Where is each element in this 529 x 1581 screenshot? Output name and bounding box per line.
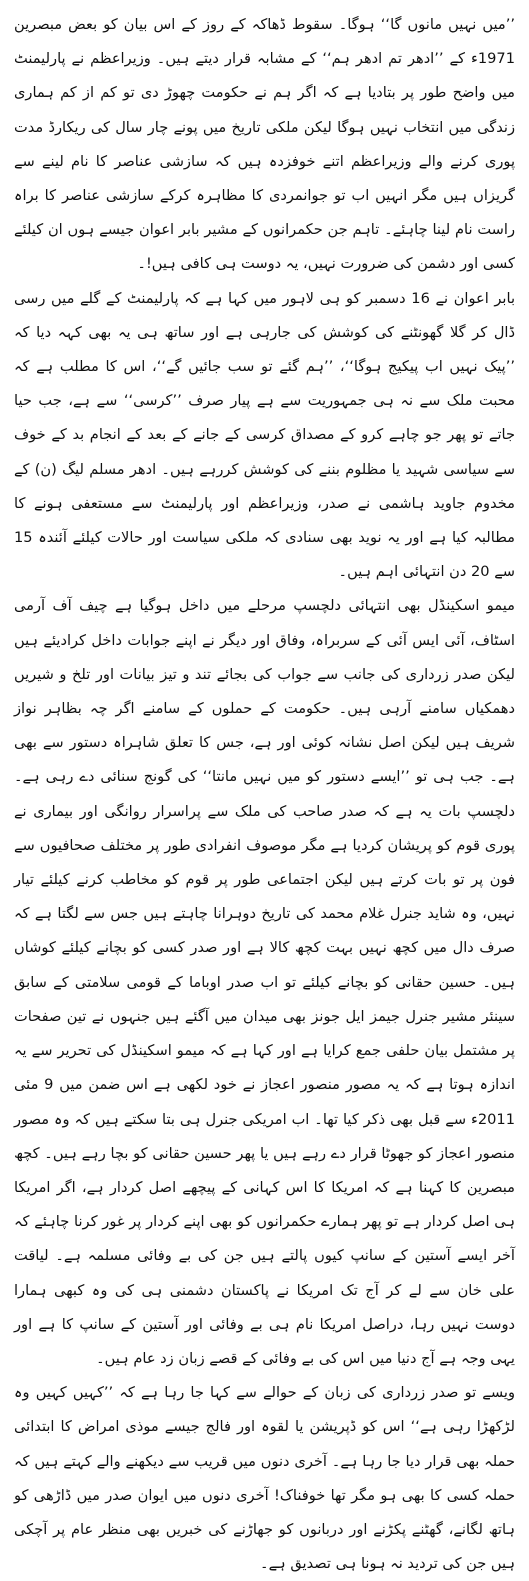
article-paragraph-3: میمو اسکینڈل بھی انتہائی دلچسپ مرحلے میں داخل ہوگیا ہے چیف آف آرمی اسٹاف، آئی ایس آئی کے سربراہ، وفاق اور دیگر نے اپنے جوابات داخل کرادیئے ہیں لیکن صدر زرداری کی جانب سے جواب کی بجائے تند و تیز بیانات اور تلخ و شیریں دھمکیاں سامنے آرہی ہیں۔ حکومت کے حملوں کے سامنے اگر چہ بظاہر نواز شریف ہیں لیکن اصل نشانہ کوئی اور ہے، جس کا تعلق شاہراہ دستور سے بھی ہے۔ جب ہی تو ’’ایسے دستور کو میں نہیں مانتا‘‘ کی گونج سنائی دے رہی ہے۔ دلچسپ بات یہ ہے کہ صدر صاحب کی ملک سے پراسرار روانگی اور بیماری نے پوری قوم کو پریشان کردیا ہے مگر موصوف انفرادی طور پر مختلف صحافیوں سے فون پر تو بات کرتے ہیں لیکن اجتماعی طور پر قوم کو مخاطب کرنے کیلئے تیار نہیں، وہ شاید جنرل غلام محمد کی تاریخ دوہرانا چاہتے ہیں جس سے لگتا ہے کہ صرف دال میں کچھ نہیں بہت کچھ کالا ہے اور صدر کسی کو بچانے کیلئے کوشاں ہیں۔ حسین حقانی کو بچانے کیلئے تو اب صدر اوباما کے قومی سلامتی کے سابق سینئر مشیر جنرل جیمز ایل جونز بھی میدان میں آگئے ہیں جنہوں نے تین صفحات پر مشتمل بیان حلفی جمع کرایا ہے اور کہا ہے کہ میمو اسکینڈل کی تحریر سے یہ اندازہ ہوتا ہے کہ یہ مصور منصور اعجاز نے خود لکھی ہے اس ضمن میں 9 مئی 2011ء سے قبل بھی ذکر کیا تھا۔ اب امریکی جنرل ہی بتا سکتے ہیں کہ وہ مصور منصور اعجاز کو جھوٹا قرار دے رہے ہیں یا پھر حسین حقانی کو بچا رہے ہیں۔ کچھ مبصرین کا کہنا ہے کہ امریکا کا اس کہانی کے پیچھے اصل کردار ہے، اگر امریکا ہی اصل کردار ہے تو پھر ہمارے حکمرانوں کو بھی اپنے کردار پر غور کرنا چاہئے کہ آخر ایسے آستین کے سانپ کیوں پالتے ہیں جن کی بے وفائی مسلمہ ہے۔ لیاقت علی خان سے لے کر آج تک امریکا نے پاکستان دشمنی ہی کی وہ کبھی ہمارا دوست نہیں رہا، دراصل امریکا نام ہی بے وفائی اور آستین کے سانپ کا ہے اور یہی وجہ ہے آج دنیا میں اس کی بے وفائی کے قصے زبان زد عام ہیں۔	[14, 597, 515, 1367]
article-paragraph-1: ’’میں نہیں مانوں گا‘‘ ہوگا۔ سقوط ڈھاکہ کے روز کے اس بیان کو بعض مبصرین 1971ء کے ’’ادھر تم ادھر ہم‘‘ کے مشابہ قرار دیتے ہیں۔ وزیراعظم نے پارلیمنٹ میں واضح طور پر بتادیا ہے کہ اگر ہم نے حکومت چھوڑ دی تو کم از کم ہماری زندگی میں انتخاب نہیں ہوگا لیکن ملکی تاریخ میں پونے چار سال کی ریکارڈ مدت پوری کرنے والے وزیراعظم اتنے خوفزدہ ہیں کہ سازشی عناصر کا نام لینے سے گریزاں ہیں مگر انہیں اب تو جوانمردی کا مظاہرہ کرکے سازشی عناصر کا براہ راست نام لینا چاہئے۔ تاہم جن حکمرانوں کے مشیر بابر اعوان جیسے ہوں ان کیلئے کسی اور دشمن کی ضرورت نہیں، یہ دوست ہی کافی ہیں!۔	[14, 16, 515, 273]
article-paragraph-4: ویسے تو صدر زرداری کی زبان کے حوالے سے کہا جا رہا ہے کہ ’’کہیں کہیں وہ لڑکھڑا رہی ہے‘‘ اس کو ڈپریشن یا لقوہ اور فالج جیسے موذی امراض کا ابتدائی حملہ بھی قرار دیا جا رہا ہے۔ آخری دنوں میں قریب سے دیکھنے والے کہتے ہیں کہ حملہ کسی کا بھی ہو مگر تھا خوفناک! آخری دنوں میں ایوان صدر میں ڈاڑھی کو ہاتھ لگانے، گھٹنے پکڑنے اور دربانوں کو جھاڑنے کی خبریں بھی منظر عام پر آچکی ہیں جن کی تردید نہ ہونا ہی تصدیق ہے۔	[14, 1384, 515, 1573]
article-paragraph-2: بابر اعوان نے 16 دسمبر کو ہی لاہور میں کہا ہے کہ پارلیمنٹ کے گلے میں رسی ڈال کر گلا گھونٹنے کی کوشش کی جارہی ہے اور ساتھ ہی یہ بھی کہہ دیا کہ ’’پیک نہیں اب پیکیج ہوگا‘‘، ’’ہم گئے تو سب جائیں گے‘‘، اس کا مطلب ہے کہ محبت ملک سے نہ ہی جمہوریت سے ہے پیار صرف ’’کرسی‘‘ سے ہے، جب حیا جاتے تو پھر جو چاہے کرو کے مصداق کرسی کے جانے کے بعد کے انجام بد کے خوف سے سیاسی شہید یا مظلوم بننے کی کوشش کررہے ہیں۔ ادھر مسلم لیگ (ن) کے مخدوم جاوید ہاشمی نے صدر، وزیراعظم اور پارلیمنٹ سے مستعفی ہونے کا مطالبہ کیا ہے اور یہ نوید بھی سنادی کہ ملکی سیاست اور حالات کیلئے آئندہ 15 سے 20 دن انتہائی اہم ہیں۔	[14, 289, 515, 581]
